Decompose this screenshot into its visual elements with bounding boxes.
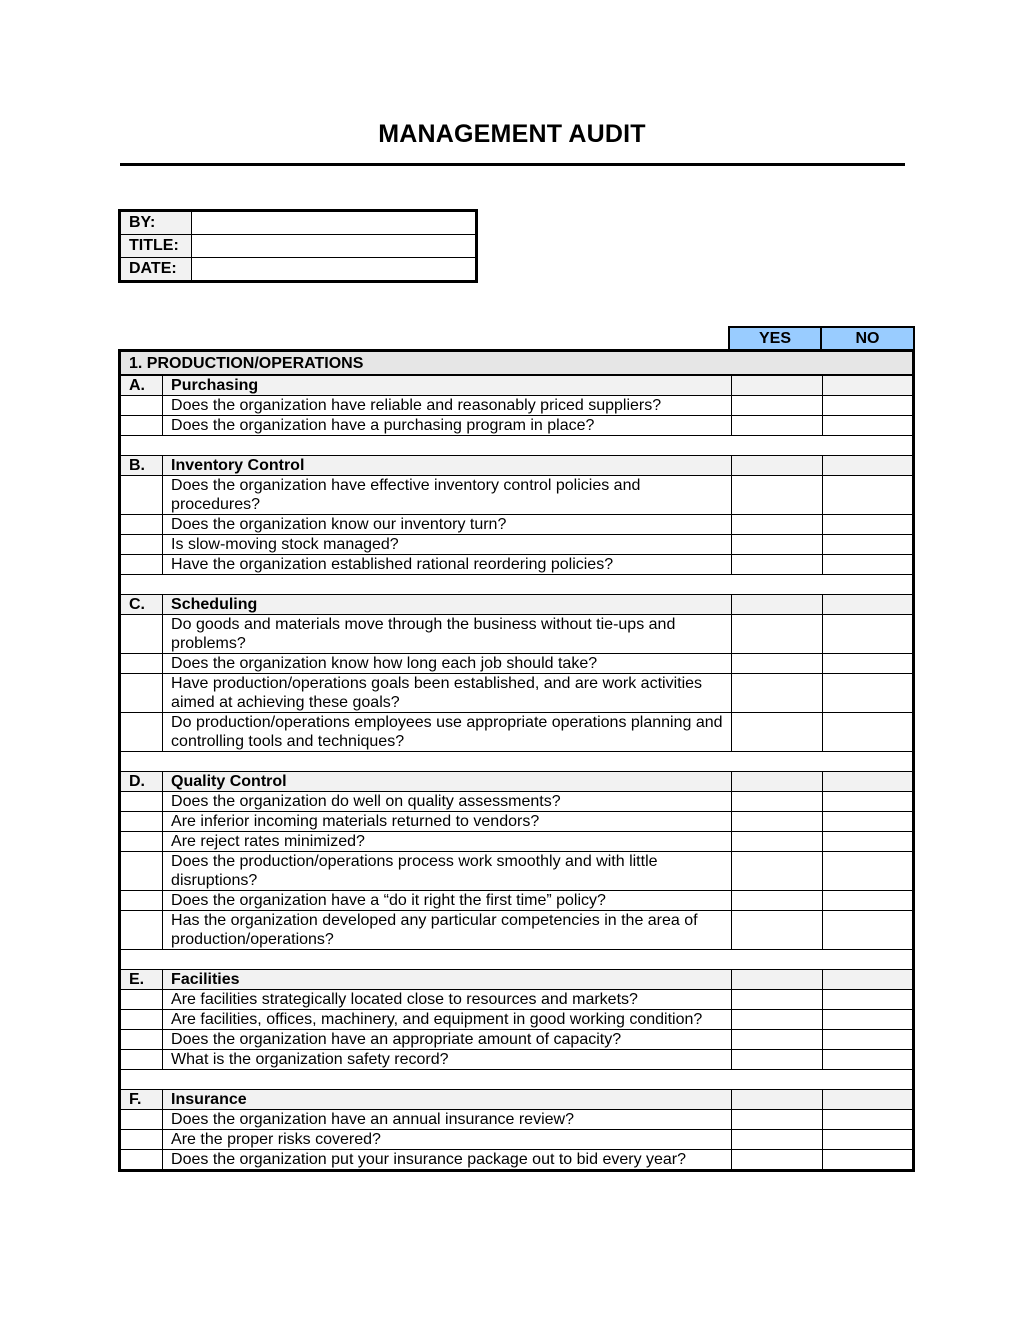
- subsection-letter: E.: [120, 970, 163, 990]
- question-text: Does the organization have effective inventory control policies and procedures?: [163, 476, 732, 515]
- question-index-cell: [120, 1010, 163, 1030]
- subsection-row: [120, 456, 914, 476]
- spacer-row: [120, 1070, 914, 1090]
- no-answer-cell[interactable]: [822, 535, 913, 555]
- question-text: Does the organization know our inventory turn?: [163, 515, 732, 535]
- spacer-cell: [163, 575, 732, 595]
- spacer-cell: [731, 575, 822, 595]
- yes-answer-cell[interactable]: [731, 911, 822, 950]
- spacer-cell: [822, 950, 913, 970]
- question-row: [120, 1010, 914, 1030]
- yes-cell: [731, 456, 822, 476]
- no-answer-cell[interactable]: [822, 1110, 913, 1130]
- question-text: Does the organization have reliable and reasonably priced suppliers?: [163, 396, 732, 416]
- yes-cell: [731, 970, 822, 990]
- question-row: [120, 1030, 914, 1050]
- no-answer-cell[interactable]: [822, 832, 913, 852]
- question-row: [120, 911, 914, 950]
- question-row: [120, 396, 914, 416]
- question-text: Are the proper risks covered?: [163, 1130, 732, 1150]
- yes-answer-cell[interactable]: [731, 535, 822, 555]
- no-cell: [822, 456, 913, 476]
- question-index-cell: [120, 674, 163, 713]
- no-answer-cell[interactable]: [822, 555, 913, 575]
- question-index-cell: [120, 911, 163, 950]
- question-row: [120, 713, 914, 752]
- question-index-cell: [120, 416, 163, 436]
- question-text: Does the production/operations process work smoothly and with little disruptions?: [163, 852, 732, 891]
- question-row: [120, 812, 914, 832]
- spacer-cell: [731, 1070, 822, 1090]
- question-row: [120, 792, 914, 812]
- no-answer-cell[interactable]: [822, 990, 913, 1010]
- spacer-cell: [120, 1070, 163, 1090]
- audit-info-table: [118, 209, 478, 283]
- no-answer-cell[interactable]: [822, 1010, 913, 1030]
- yes-answer-cell[interactable]: [731, 1050, 822, 1070]
- yes-answer-cell[interactable]: [731, 832, 822, 852]
- no-answer-cell[interactable]: [822, 911, 913, 950]
- no-answer-cell[interactable]: [822, 792, 913, 812]
- yes-answer-cell[interactable]: [731, 615, 822, 654]
- question-index-cell: [120, 615, 163, 654]
- question-text: Does the organization put your insurance package out to bid every year?: [163, 1150, 732, 1171]
- yes-answer-cell[interactable]: [731, 812, 822, 832]
- question-index-cell: [120, 990, 163, 1010]
- yes-answer-cell[interactable]: [731, 891, 822, 911]
- section-heading: 1. PRODUCTION/OPERATIONS: [120, 351, 914, 376]
- yes-cell: [731, 375, 822, 396]
- no-answer-cell[interactable]: [822, 1130, 913, 1150]
- yes-answer-cell[interactable]: [731, 555, 822, 575]
- spacer-cell: [163, 752, 732, 772]
- question-index-cell: [120, 535, 163, 555]
- no-answer-cell[interactable]: [822, 713, 913, 752]
- subsection-letter: B.: [120, 456, 163, 476]
- question-row: [120, 515, 914, 535]
- question-text: Are facilities strategically located close to resources and markets?: [163, 990, 732, 1010]
- yes-answer-cell[interactable]: [731, 1010, 822, 1030]
- question-index-cell: [120, 1130, 163, 1150]
- question-row: [120, 852, 914, 891]
- yes-column-header: YES: [729, 327, 821, 350]
- question-text: Does the organization have a purchasing program in place?: [163, 416, 732, 436]
- spacer-cell: [731, 436, 822, 456]
- no-answer-cell[interactable]: [822, 852, 913, 891]
- no-answer-cell[interactable]: [822, 891, 913, 911]
- question-row: [120, 1130, 914, 1150]
- spacer-cell: [163, 1070, 732, 1090]
- question-row: [120, 674, 914, 713]
- subsection-letter: C.: [120, 595, 163, 615]
- no-answer-cell[interactable]: [822, 416, 913, 436]
- question-index-cell: [120, 832, 163, 852]
- question-index-cell: [120, 1110, 163, 1130]
- no-cell: [822, 375, 913, 396]
- yes-answer-cell[interactable]: [731, 476, 822, 515]
- question-row: [120, 891, 914, 911]
- no-cell: [822, 595, 913, 615]
- spacer-row: [120, 752, 914, 772]
- spacer-cell: [822, 1070, 913, 1090]
- yes-answer-cell[interactable]: [731, 674, 822, 713]
- no-cell: [822, 772, 913, 792]
- question-text: Does the organization have an appropriate amount of capacity?: [163, 1030, 732, 1050]
- no-answer-cell[interactable]: [822, 654, 913, 674]
- yes-cell: [731, 595, 822, 615]
- no-answer-cell[interactable]: [822, 396, 913, 416]
- question-text: Do production/operations employees use appropriate operations planning and controlling tools and techniques?: [163, 713, 732, 752]
- subsection-letter: F.: [120, 1090, 163, 1110]
- subsection-row: [120, 1090, 914, 1110]
- no-answer-cell[interactable]: [822, 615, 913, 654]
- date-label: DATE:: [120, 258, 192, 282]
- subsection-row: [120, 375, 914, 396]
- no-answer-cell[interactable]: [822, 1050, 913, 1070]
- yes-answer-cell[interactable]: [731, 792, 822, 812]
- question-text: Are facilities, offices, machinery, and equipment in good working condition?: [163, 1010, 732, 1030]
- yes-answer-cell[interactable]: [731, 396, 822, 416]
- question-index-cell: [120, 555, 163, 575]
- question-row: [120, 990, 914, 1010]
- yes-answer-cell[interactable]: [731, 1110, 822, 1130]
- question-index-cell: [120, 891, 163, 911]
- no-cell: [822, 970, 913, 990]
- yes-answer-cell[interactable]: [731, 515, 822, 535]
- yes-answer-cell[interactable]: [731, 852, 822, 891]
- audit-checklist-table: [118, 349, 915, 1172]
- question-text: Has the organization developed any particular competencies in the area of production/operations?: [163, 911, 732, 950]
- spacer-cell: [120, 575, 163, 595]
- spacer-cell: [120, 950, 163, 970]
- no-answer-cell[interactable]: [822, 1030, 913, 1050]
- spacer-cell: [163, 950, 732, 970]
- question-text: Do goods and materials move through the business without tie-ups and problems?: [163, 615, 732, 654]
- spacer-cell: [163, 436, 732, 456]
- question-text: Does the organization do well on quality assessments?: [163, 792, 732, 812]
- question-text: Does the organization have a “do it right the first time” policy?: [163, 891, 732, 911]
- no-column-header: NO: [821, 327, 914, 350]
- no-answer-cell[interactable]: [822, 1150, 913, 1171]
- meta-row-title: [120, 235, 477, 258]
- subsection-row: [120, 595, 914, 615]
- question-row: [120, 555, 914, 575]
- no-answer-cell[interactable]: [822, 515, 913, 535]
- question-index-cell: [120, 713, 163, 752]
- no-answer-cell[interactable]: [822, 812, 913, 832]
- subsection-title: Purchasing: [163, 375, 732, 396]
- no-answer-cell[interactable]: [822, 476, 913, 515]
- title-label: TITLE:: [120, 235, 192, 258]
- spacer-row: [120, 436, 914, 456]
- subsection-title: Insurance: [163, 1090, 732, 1110]
- title-field[interactable]: [192, 235, 477, 258]
- question-text: Have production/operations goals been established, and are work activities aimed at achieving these goals?: [163, 674, 732, 713]
- question-index-cell: [120, 792, 163, 812]
- document-title: MANAGEMENT AUDIT: [378, 120, 646, 148]
- question-text: Is slow-moving stock managed?: [163, 535, 732, 555]
- subsection-row: [120, 772, 914, 792]
- yes-answer-cell[interactable]: [731, 1130, 822, 1150]
- yes-answer-cell[interactable]: [731, 1150, 822, 1171]
- meta-row-date: [120, 258, 477, 282]
- question-row: [120, 1110, 914, 1130]
- spacer-cell: [822, 436, 913, 456]
- yes-answer-cell[interactable]: [731, 654, 822, 674]
- question-index-cell: [120, 1150, 163, 1171]
- spacer-row: [120, 950, 914, 970]
- subsection-letter: A.: [120, 375, 163, 396]
- question-row: [120, 615, 914, 654]
- spacer-cell: [120, 752, 163, 772]
- spacer-cell: [731, 752, 822, 772]
- question-index-cell: [120, 515, 163, 535]
- yes-answer-cell[interactable]: [731, 713, 822, 752]
- yes-cell: [731, 772, 822, 792]
- by-label: BY:: [120, 211, 192, 235]
- meta-row-by: [120, 211, 477, 235]
- spacer-cell: [731, 950, 822, 970]
- question-text: What is the organization safety record?: [163, 1050, 732, 1070]
- question-text: Does the organization have an annual insurance review?: [163, 1110, 732, 1130]
- question-index-cell: [120, 476, 163, 515]
- subsection-title: Scheduling: [163, 595, 732, 615]
- question-row: [120, 416, 914, 436]
- question-row: [120, 654, 914, 674]
- yes-answer-cell[interactable]: [731, 990, 822, 1010]
- question-text: Are reject rates minimized?: [163, 832, 732, 852]
- subsection-row: [120, 970, 914, 990]
- question-text: Are inferior incoming materials returned to vendors?: [163, 812, 732, 832]
- question-row: [120, 1150, 914, 1171]
- question-row: [120, 476, 914, 515]
- question-index-cell: [120, 1030, 163, 1050]
- subsection-title: Inventory Control: [163, 456, 732, 476]
- subsection-letter: D.: [120, 772, 163, 792]
- no-cell: [822, 1090, 913, 1110]
- spacer-cell: [822, 752, 913, 772]
- yes-answer-cell[interactable]: [731, 416, 822, 436]
- title-divider: [120, 163, 905, 166]
- answer-header: [728, 326, 915, 351]
- spacer-cell: [822, 575, 913, 595]
- question-text: Does the organization know how long each job should take?: [163, 654, 732, 674]
- date-field[interactable]: [192, 258, 477, 282]
- question-index-cell: [120, 396, 163, 416]
- question-index-cell: [120, 812, 163, 832]
- by-field[interactable]: [192, 211, 477, 235]
- subsection-title: Facilities: [163, 970, 732, 990]
- section-heading-row: [120, 351, 914, 376]
- question-text: Have the organization established rational reordering policies?: [163, 555, 732, 575]
- question-index-cell: [120, 1050, 163, 1070]
- spacer-cell: [120, 436, 163, 456]
- yes-answer-cell[interactable]: [731, 1030, 822, 1050]
- yes-cell: [731, 1090, 822, 1110]
- question-index-cell: [120, 852, 163, 891]
- spacer-row: [120, 575, 914, 595]
- question-index-cell: [120, 654, 163, 674]
- question-row: [120, 832, 914, 852]
- subsection-title: Quality Control: [163, 772, 732, 792]
- question-row: [120, 1050, 914, 1070]
- no-answer-cell[interactable]: [822, 674, 913, 713]
- question-row: [120, 535, 914, 555]
